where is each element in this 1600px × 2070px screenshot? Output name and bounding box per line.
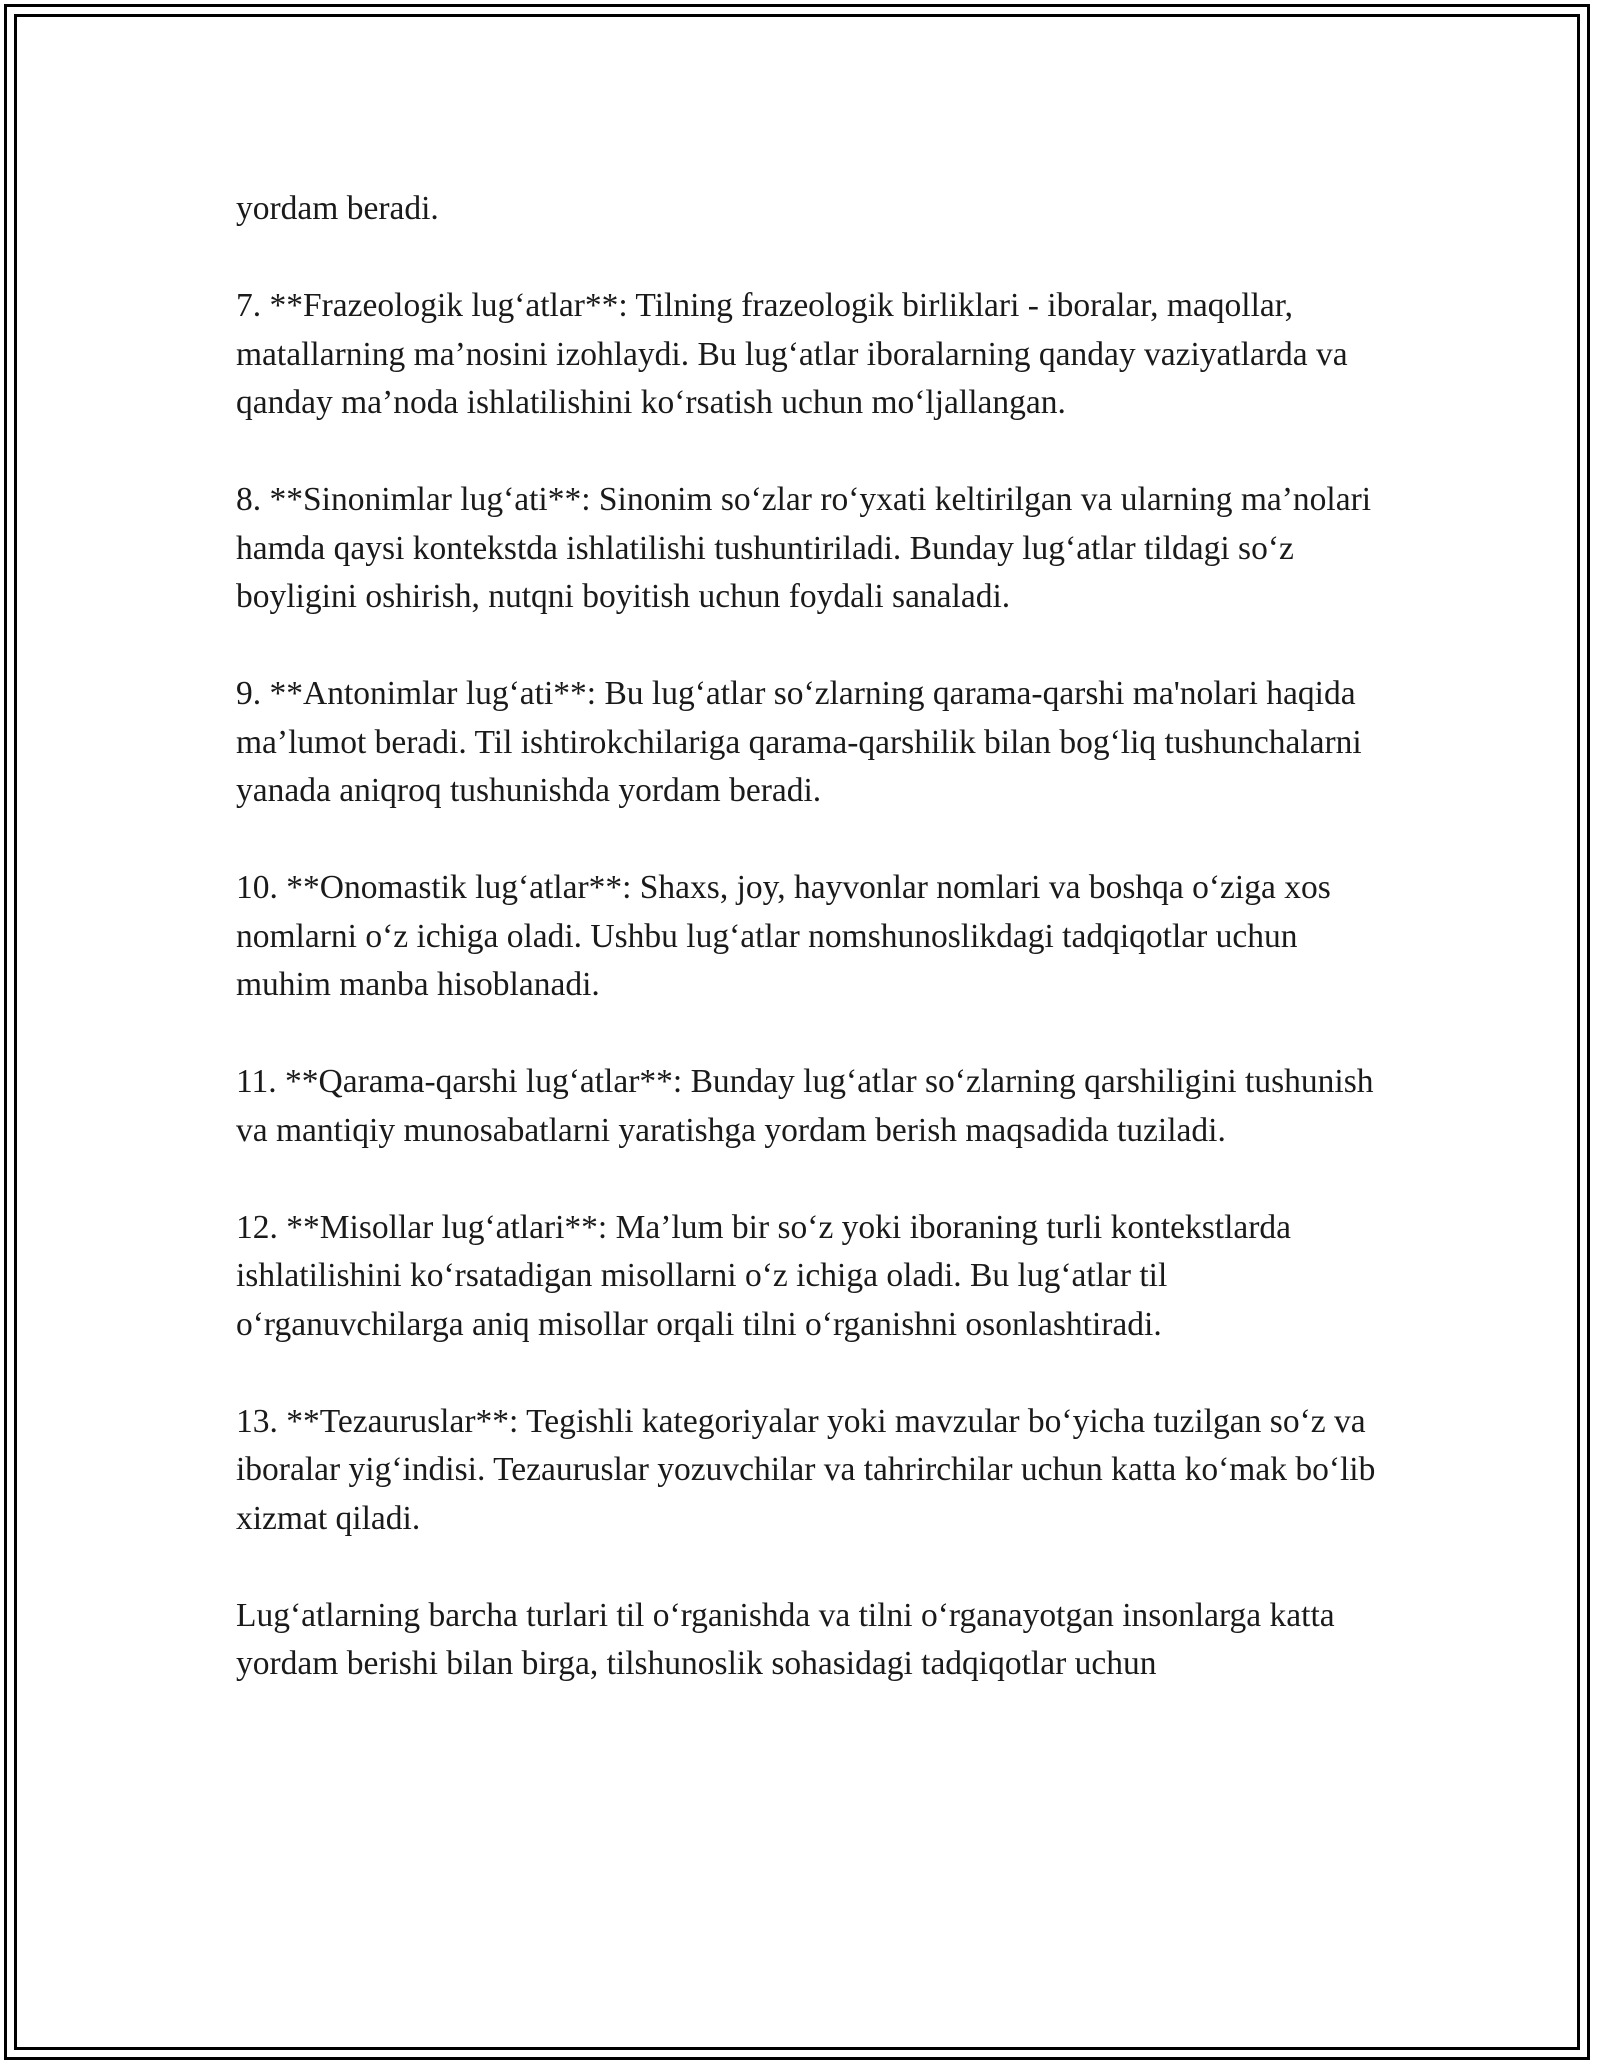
paragraph-continuation: yordam beradi. [236,190,439,227]
paragraph-item-12: 12. **Misollar lug‘atlari**: Ma’lum bir so‘z yoki iboraning turli kontekstlarda ishlatilishini ko‘rsatadigan misollarni o‘z ichiga oladi. Bu lug‘atlar til o‘rganuvchilarga aniq misollar orqali tilni o‘rganishni osonlashtiradi. [236,1208,1292,1343]
paragraph-item-8: 8. **Sinonimlar lug‘ati**: Sinonim so‘zlar ro‘yxati keltirilgan va ularning ma’nolari hamda qaysi kontekstda ishlatilishi tushuntiriladi. Bunday lug‘atlar tildagi so‘z boyligini oshirish, nutqni boyitish uchun foydali sanaladi. [236,481,1372,615]
paragraph-item-10: 10. **Onomastik lug‘atlar**: Shaxs, joy, hayvonlar nomlari va boshqa o‘ziga xos nomlarni o‘z ichiga oladi. Ushbu lug‘atlar nomshunoslikdagi tadqiqotlar uchun muhim manba hisoblanadi. [236,869,1331,1003]
paragraph-item-9: 9. **Antonimlar lug‘ati**: Bu lug‘atlar so‘zlarning qarama-qarshi ma'nolari haqida ma’lumot beradi. Til ishtirokchilariga qarama-qarshilik bilan bog‘liq tushunchalarni yanada aniqroq tushunishda yordam beradi. [236,675,1362,809]
paragraph-conclusion: Lug‘atlarning barcha turlari til o‘rganishda va tilni o‘rganayotgan insonlarga katta yordam berishi bilan birga, tilshunoslik sohasidagi tadqiqotlar uchun [236,1596,1335,1682]
document-body [236,185,1386,1689]
paragraph-item-13: 13. **Tezauruslar**: Tegishli kategoriyalar yoki mavzular bo‘yicha tuzilgan so‘z va iboralar yig‘indisi. Tezauruslar yozuvchilar va tahrirchilar uchun katta ko‘mak bo‘lib xizmat qiladi. [236,1402,1376,1537]
paragraph-item-7: 7. **Frazeologik lug‘atlar**: Tilning frazeologik birliklari - iboralar, maqollar, matallarning ma’nosini izohlaydi. Bu lug‘atlar iboralarning qanday vaziyatlarda va qanday ma’noda ishlatilishini ko‘rsatish uchun mo‘ljallangan. [236,287,1348,421]
paragraph-item-11: 11. **Qarama-qarshi lug‘atlar**: Bunday lug‘atlar so‘zlarning qarshiligini tushunish va mantiqiy munosabatlarni yaratishga yordam berish maqsadida tuziladi. [236,1063,1374,1149]
